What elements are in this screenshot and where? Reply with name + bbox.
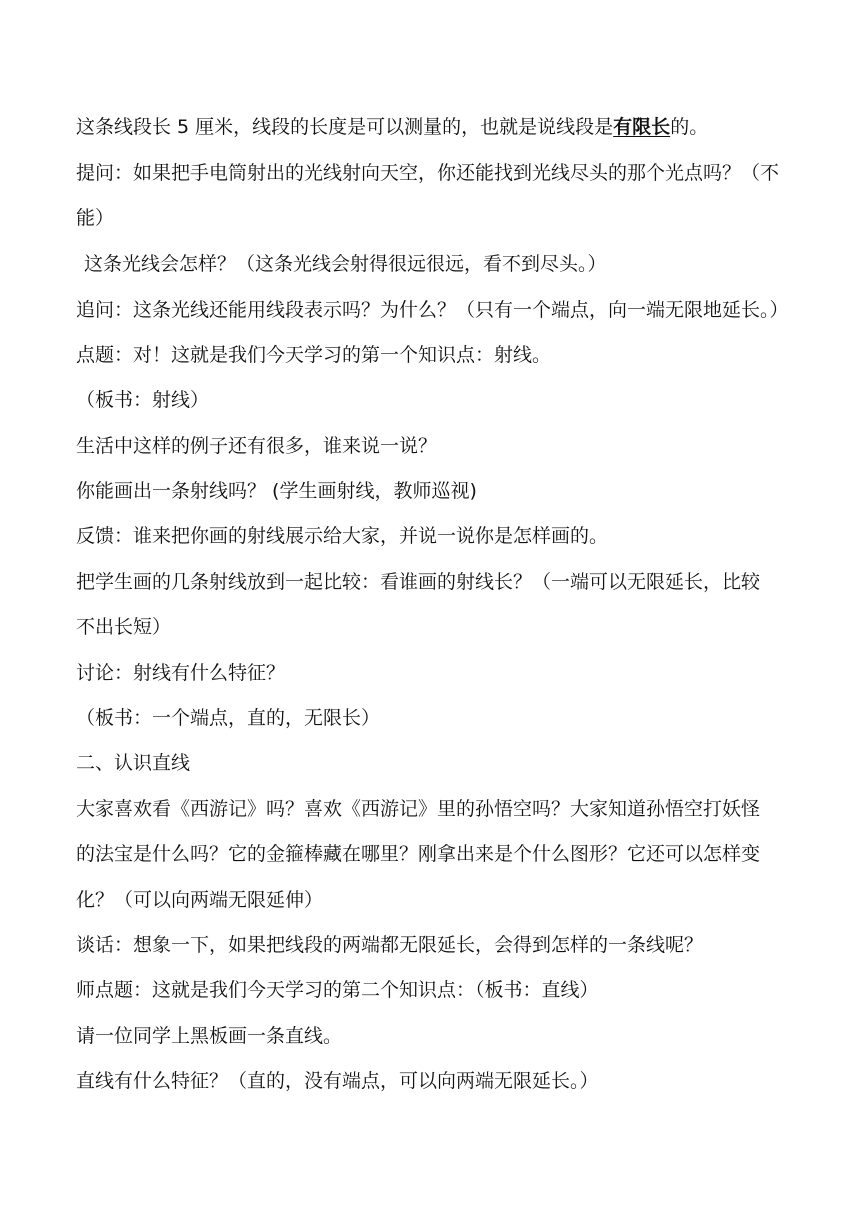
paragraph-compare-cont: 不出长短） xyxy=(76,616,172,638)
paragraph-examples: 生活中这样的例子还有很多，谁来说一说？ xyxy=(76,435,438,457)
paragraph-board-ray: （板书：射线） xyxy=(76,389,210,411)
paragraph-draw-ray: 你能画出一条射线吗？ (学生画射线，教师巡视) xyxy=(76,480,477,502)
section-heading-line: 二、认识直线 xyxy=(76,752,191,774)
paragraph-topic-line: 师点题：这就是我们今天学习的第二个知识点：（板书：直线） xyxy=(76,979,599,1001)
paragraph-question-flashlight-cont: 能） xyxy=(76,207,115,229)
paragraph-imagine: 谈话：想象一下，如果把线段的两端都无限延长，会得到怎样的一条线呢？ xyxy=(76,934,704,956)
text-segment: 这条线段长 5 厘米，线段的长度是可以测量的，也就是说线段是 xyxy=(76,116,614,138)
paragraph-feedback: 反馈：谁来把你画的射线展示给大家，并说一说你是怎样画的。 xyxy=(76,525,609,547)
paragraph-journey-west-end: 化？（可以向两端无限延伸） xyxy=(76,889,324,911)
text-segment: 的。 xyxy=(670,116,709,138)
paragraph-board-features: （板书：一个端点，直的，无限长） xyxy=(76,707,381,729)
paragraph-line-features: 直线有什么特征？（直的，没有端点，可以向两端无限延长。） xyxy=(76,1070,599,1092)
paragraph-follow-up: 追问：这条光线还能用线段表示吗？为什么？（只有一个端点，向一端无限地延长。） xyxy=(76,299,789,321)
emphasis-finite-length: 有限长 xyxy=(613,116,671,138)
paragraph-topic-ray: 点题：对！这就是我们今天学习的第一个知识点：射线。 xyxy=(76,344,552,366)
paragraph-segment-length xyxy=(76,115,806,139)
paragraph-question-flashlight: 提问：如果把手电筒射出的光线射向天空，你还能找到光线尽头的那个光点吗？（不 xyxy=(76,162,780,184)
paragraph-draw-line: 请一位同学上黑板画一条直线。 xyxy=(76,1025,343,1047)
paragraph-light-ray: 这条光线会怎样？（这条光线会射得很远很远，看不到尽头。） xyxy=(84,253,607,275)
paragraph-journey-west-cont: 的法宝是什么吗？它的金箍棒藏在哪里？刚拿出来是个什么图形？它还可以怎样变 xyxy=(76,843,761,865)
paragraph-journey-west: 大家喜欢看《西游记》吗？喜欢《西游记》里的孙悟空吗？大家知道孙悟空打妖怪 xyxy=(76,798,761,820)
paragraph-compare: 把学生画的几条射线放到一起比较：看谁画的射线长？（一端可以无限延长，比较 xyxy=(76,571,761,593)
paragraph-discuss: 讨论：射线有什么特征？ xyxy=(76,662,286,684)
